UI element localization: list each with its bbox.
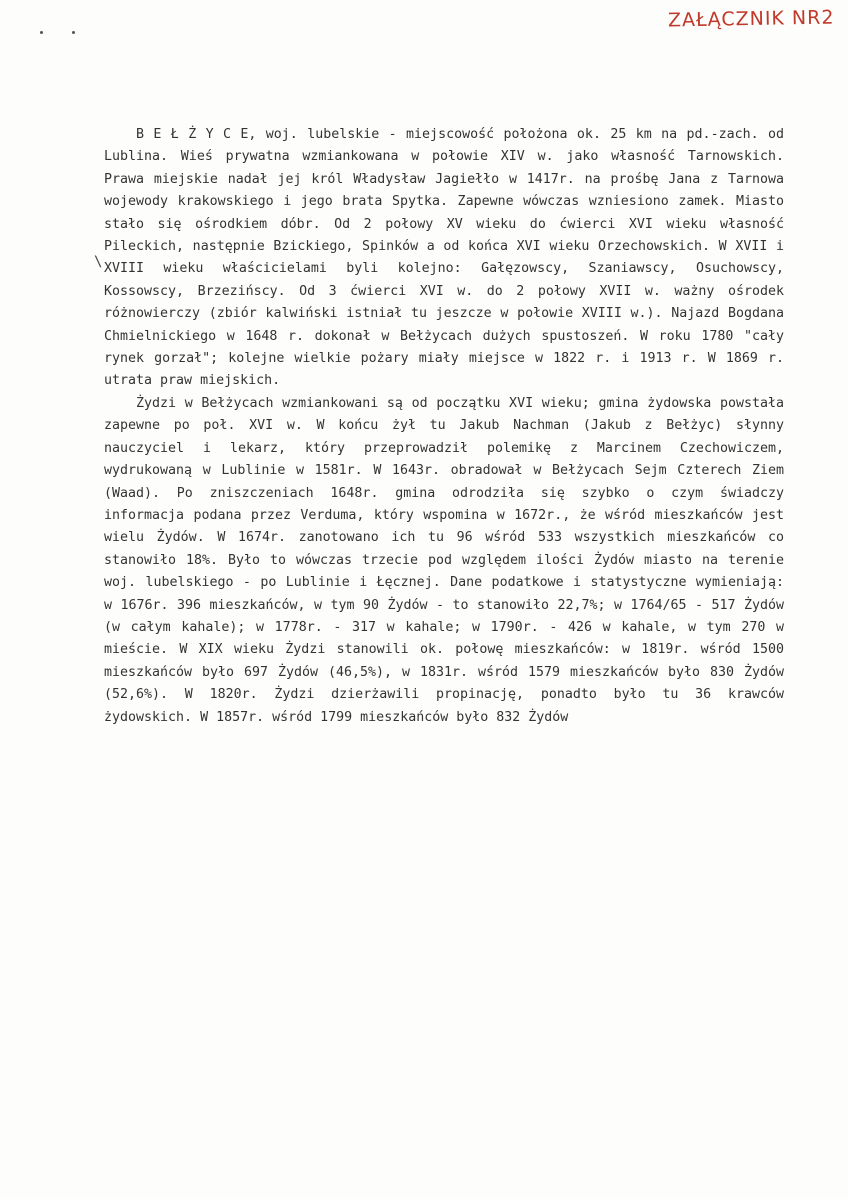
margin-dot <box>72 31 75 34</box>
document-body <box>104 124 784 729</box>
handwritten-annotation: ZAŁĄCZNIK NR2 <box>667 6 835 32</box>
paragraph-jews-in-belzyce: Żydzi w Bełżycach wzmiankowani są od początku XVI wieku; gmina żydowska powstała zapewne po poł. XVI w. W końcu żył tu Jakub Nachman (Jakub z Bełżyc) słynny nauczyciel i lekarz, który przeprowadził polemikę z Marcinem Czechowiczem, wydrukowaną w Lublinie w 1581r. W 1643r. obradował w Bełżycach Sejm Czterech Ziem (Waad). Po zniszczeniach 1648r. gmina odrodziła się szybko o czym świadczy informacja podana przez Verduma, który wspomina w 1672r., że wśród mieszkańców jest wielu Żydów. W 1674r. zanotowano ich tu 96 wśród 533 wszystkich mieszkańców co stanowiło 18%. Było to wówczas trzecie pod względem ilości Żydów miasto na terenie woj. lubelskiego - po Lublinie i Łęcznej. Dane podatkowe i statystyczne wymieniają: w 1676r. 396 mieszkańców, w tym 90 Żydów - to stanowiło 22,7%; w 1764/65 - 517 Żydów (w całym kahale); w 1778r. - 317 w kahale; w 1790r. - 426 w kahale, w tym 270 w mieście. W XIX wieku Żydzi stanowili ok. połowę mieszkańców: w 1819r. wśród 1500 mieszkańców było 697 Żydów (46,5%), w 1831r. wśród 1579 mieszkańców było 830 Żydów (52,6%). W 1820r. Żydzi dzierżawili propinację, ponadto było tu 36 krawców żydowskich. W 1857r. wśród 1799 mieszkańców było 832 Żydów <box>104 395 784 725</box>
margin-mark: \ <box>94 254 103 270</box>
margin-dot <box>40 31 43 34</box>
paragraph-belzyce-history: B E Ł Ż Y C E, woj. lubelskie - miejscowość położona ok. 25 km na pd.-zach. od Lublina. Wieś prywatna wzmiankowana w połowie XIV w. jako własność Tarnowskich. Prawa miejskie nadał jej król Władysław Jagiełło w 1417r. na prośbę Jana z Tarnowa wojewody krakowskiego i jego brata Spytka. Zapewne wówczas wzniesiono zamek. Miasto stało się ośrodkiem dóbr. Od 2 połowy XV wieku do ćwierci XVI wieku własność Pileckich, następnie Bzickiego, Spinków a od końca XVI wieku Orzechowskich. W XVII i XVIII wieku właścicielami byli kolejno: Gałęzowscy, Szaniawscy, Osuchowscy, Kossowscy, Brzezińscy. Od 3 ćwierci XVI w. do 2 połowy XVII w. ważny ośrodek różnowierczy (zbiór kalwiński istniał tu jeszcze w połowie XVIII w.). Najazd Bogdana Chmielnickiego w 1648 r. dokonał w Bełżycach dużych spustoszeń. W roku 1780 "cały rynek gorzał"; kolejne wielkie pożary miały miejsce w 1822 r. i 1913 r. W 1869 r. utrata praw miejskich. <box>104 127 784 389</box>
